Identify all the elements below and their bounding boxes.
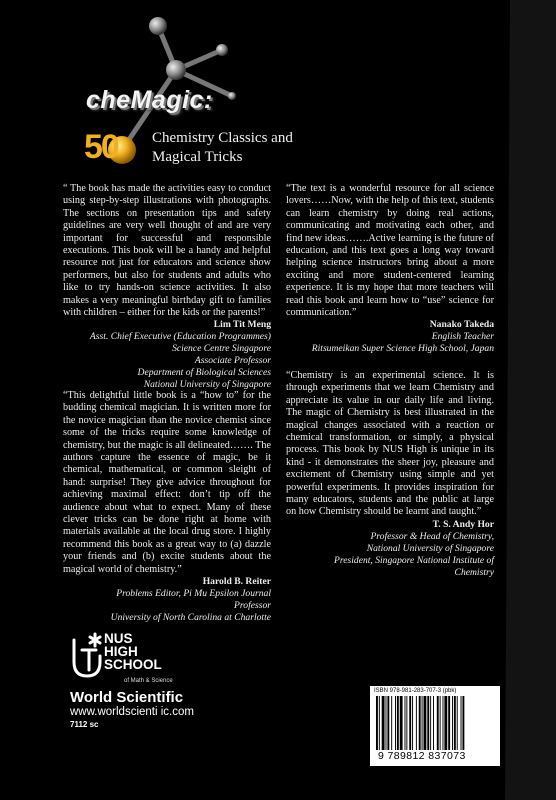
quote-attribution [63, 576, 271, 624]
reviewer-name: Harold B. Reiter [202, 576, 271, 588]
barcode-bar [433, 696, 434, 750]
reviewer-name: Lim Tit Meng [213, 319, 271, 331]
barcode-bar [444, 696, 447, 750]
barcode-number: 9 789812 837073 [378, 750, 466, 762]
barcode-bar [419, 696, 421, 750]
barcode-bar [405, 696, 406, 750]
review-quote-1 [63, 183, 271, 391]
publisher-url: www.worldscienti ic.com [70, 706, 194, 718]
book-title: cheMagic: [86, 86, 213, 114]
barcode-bar [430, 696, 431, 750]
reviewer-name: Nanako Takeda [429, 319, 494, 331]
review-quote-2 [286, 183, 494, 355]
barcode-bar [406, 696, 407, 750]
barcode-bar [457, 696, 458, 750]
barcode-bar [427, 696, 429, 750]
barcode-bar [422, 696, 423, 750]
barcode-bar [379, 696, 380, 750]
barcode-bar [391, 696, 392, 750]
barcode-bars [374, 696, 496, 750]
reviewer-role: Science Centre Singapore [172, 343, 271, 355]
quote-text: “ The book has made the activities easy to conduct using step-by-step illustrations with photographs. The sections on presentation tips and safety guidelines are very well thought of and are very important for successful and responsible executions. This book will be a handy and helpful resource not just for educators and science show performers, but also for students and adults who like to try hands-on science activities. It also makes a very meaningful birthday gift to families with children – either for the kids or the parents!” [63, 183, 271, 319]
publisher-block [70, 690, 194, 730]
publisher-code: 7112 sc [70, 720, 99, 729]
barcode-bar [416, 696, 417, 750]
barcode-bar [454, 696, 456, 750]
quote-text: “Chemistry is an experimental science. It is through experiments that we learn Chemistry and appreciate its value in our daily life and living. The magic of Chemistry is best illustrated in the magical changes associated with a reaction or chemical transformation, or simply, a physical process. This book by NUS High is unique in its kind - it demonstrates the sheer joy, pleasure and excitement of Chemistry using simple and yet powerful experiments. It provides inspiration for many educators, students and the public at large on how Chemistry should be learnt and taught.” [286, 370, 494, 518]
barcode-bar [440, 696, 441, 750]
nus-high-logo-icon [70, 632, 104, 682]
school-line-3: SCHOOL [104, 657, 162, 672]
barcode-bar [397, 696, 399, 750]
barcode-bar [443, 696, 444, 750]
reviewer-role: Ritsumeikan Super Science High School, Japan [311, 343, 494, 355]
quote-text: “The text is a wonderful resource for all science lovers……Now, with the help of this text, students can learn chemistry by doing real actions, communicating and motivating each other, and find new ideas…….Active learning is the future of education, and this text goes a long way toward helping science instructors bring about a more exciting and more student-centered learning experience. It is my hope that more teachers will read this book and learn how to “use” science for communication.” [286, 183, 494, 319]
quote-text: “This delightful little book is a “how to” for the budding chemical magician. It is written more for the novice magician than the novice chemist since some of the tricks require some knowledge of chemistry, but the magic is all delineated……. The authors capture the essence of magic, be it chemical, mathematical, or common sleight of hand: surprise! They give advice throughout for achieving maximal effect: don’t tip off the audience about what to expect. Many of these clever tricks can be done right at home with materials available at the local drug store. I highly recommend this book as a great way to (a) dazzle your friends and (b) excite students about the magical world of chemistry.” [63, 390, 271, 575]
isbn-label: ISBN 978-981-283-707-3 (pbk) [374, 688, 457, 694]
barcode [370, 686, 500, 766]
barcode-bar [382, 696, 385, 750]
barcode-bar [409, 696, 411, 750]
reviewer-role: National University of Singapore [366, 542, 494, 554]
school-line-2: HIGH [104, 644, 138, 659]
barcode-bar [461, 696, 462, 750]
reviewer-role: President, Singapore National Institute of [334, 554, 494, 566]
reviewer-role: English Teacher [431, 331, 494, 343]
barcode-bar [424, 696, 427, 750]
barcode-bar [376, 696, 378, 750]
reviewer-role: Problems Editor, Pi Mu Epsilon Journal [116, 588, 271, 600]
quote-attribution [63, 319, 271, 391]
quote-attribution [286, 319, 494, 355]
reviewer-role: Asst. Chief Executive (Education Programmes) [89, 331, 271, 343]
publisher-name: World Scientific [70, 689, 184, 706]
quote-attribution [286, 519, 494, 579]
reviewer-role: University of North Carolina at Charlotte [110, 612, 271, 624]
reviewer-role: Professor [234, 600, 271, 612]
school-name [104, 632, 162, 671]
barcode-bar [387, 696, 389, 750]
school-line-1: NUS [104, 631, 133, 646]
reviewer-role: Chemistry [454, 566, 494, 578]
barcode-bar [452, 696, 453, 750]
barcode-bar [462, 696, 464, 750]
reviewer-role: Professor & Head of Chemistry, [370, 530, 494, 542]
reviewer-role: Associate Professor [194, 355, 271, 367]
barcode-bar [448, 696, 450, 750]
reviewer-role: National University of Singapore [143, 379, 271, 391]
book-subtitle [152, 129, 293, 167]
school-subtitle: of Math & Science [124, 678, 173, 684]
review-quote-4 [286, 370, 494, 579]
subtitle-line-1: Chemistry Classics and [152, 130, 293, 146]
barcode-bar [437, 696, 439, 750]
barcode-bar [400, 696, 403, 750]
review-quote-3 [63, 390, 271, 624]
reviewer-role: Department of Biological Sciences [137, 367, 271, 379]
barcode-bar [395, 696, 396, 750]
title-number: 50 [84, 128, 118, 166]
subtitle-line-2: Magical Tricks [152, 149, 243, 165]
reviewer-name: T. S. Andy Hor [432, 518, 494, 530]
barcode-bar [386, 696, 387, 750]
barcode-bar [412, 696, 413, 750]
